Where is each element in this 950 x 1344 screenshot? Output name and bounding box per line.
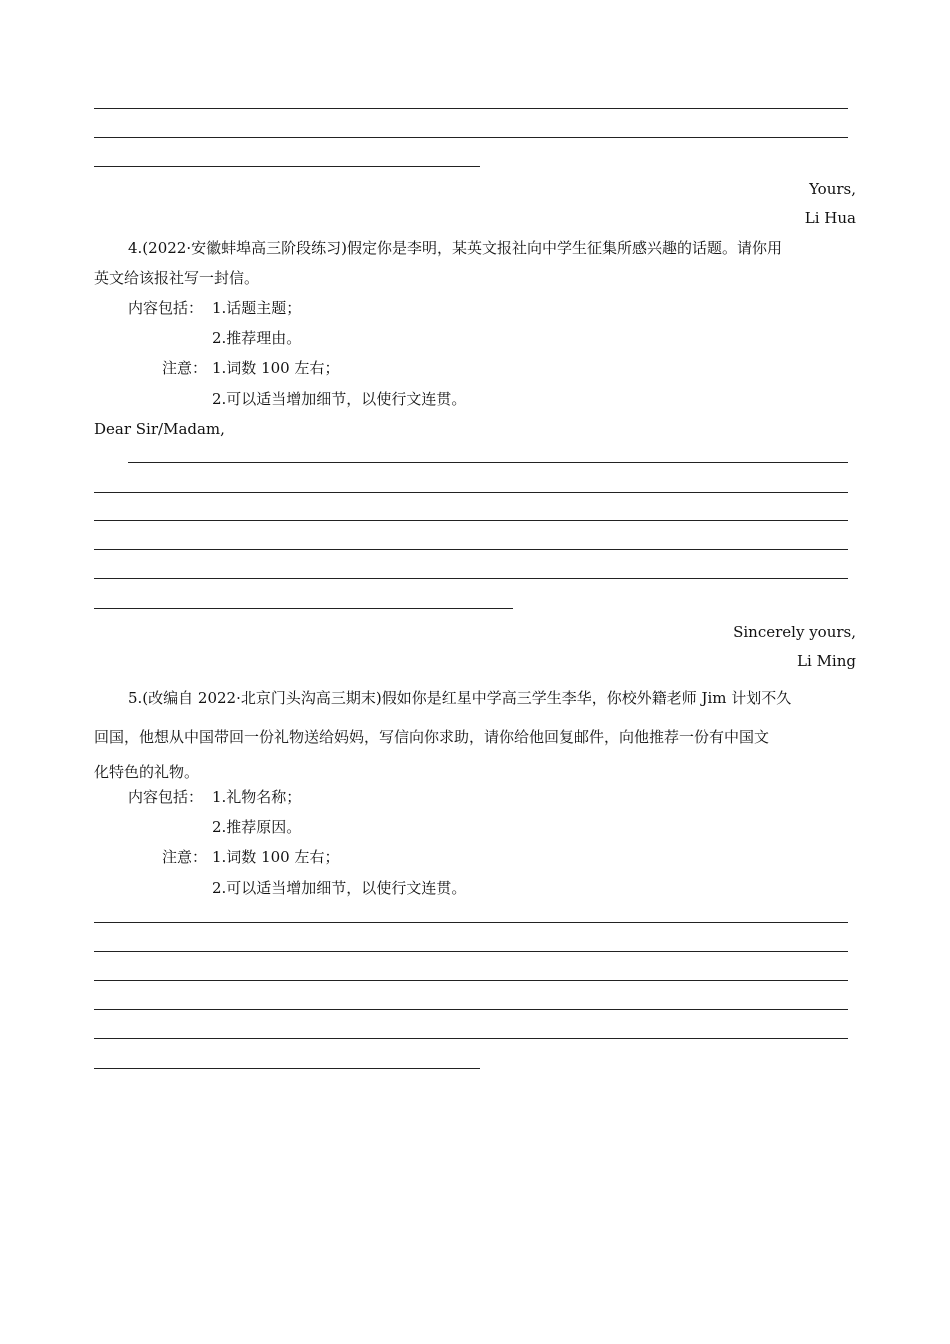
writing-line[interactable] bbox=[94, 1068, 480, 1069]
q4-content-item-2: 2.推荐理由。 bbox=[212, 329, 302, 347]
closing-yours: Yours, bbox=[809, 180, 856, 198]
q5-content-label: 内容包括： bbox=[128, 788, 204, 806]
writing-line[interactable] bbox=[94, 1009, 848, 1010]
writing-line[interactable] bbox=[94, 578, 848, 579]
writing-line[interactable] bbox=[128, 462, 848, 463]
q4-signature-name: Li Ming bbox=[797, 652, 856, 670]
q4-prompt-line1: 4.(2022·安徽蚌埠高三阶段练习)假定你是李明，某英文报社向中学生征集所感兴趣的话题。请你用 bbox=[128, 239, 782, 257]
q4-closing: Sincerely yours, bbox=[733, 623, 856, 641]
q4-content-item-1: 1.话题主题； bbox=[212, 299, 302, 317]
writing-line[interactable] bbox=[94, 166, 480, 167]
q5-note-item-1: 1.词数 100 左右； bbox=[212, 848, 340, 866]
signature-name: Li Hua bbox=[804, 209, 856, 227]
q4-note-item-2: 2.可以适当增加细节，以使行文连贯。 bbox=[212, 390, 467, 408]
writing-line[interactable] bbox=[94, 520, 848, 521]
q5-prompt-line3: 化特色的礼物。 bbox=[94, 763, 200, 781]
q5-note-item-2: 2.可以适当增加细节，以使行文连贯。 bbox=[212, 879, 467, 897]
q5-content-item-2: 2.推荐原因。 bbox=[212, 818, 302, 836]
writing-line[interactable] bbox=[94, 951, 848, 952]
q5-note-label: 注意： bbox=[162, 848, 208, 866]
q4-prompt-line2: 英文给该报社写一封信。 bbox=[94, 269, 260, 287]
writing-line[interactable] bbox=[94, 549, 848, 550]
writing-line[interactable] bbox=[94, 1038, 848, 1039]
writing-line[interactable] bbox=[94, 922, 848, 923]
writing-line[interactable] bbox=[94, 980, 848, 981]
q4-salutation: Dear Sir/Madam, bbox=[94, 420, 225, 438]
q4-note-label: 注意： bbox=[162, 359, 208, 377]
q5-content-item-1: 1.礼物名称； bbox=[212, 788, 302, 806]
q4-note-item-1: 1.词数 100 左右； bbox=[212, 359, 340, 377]
q5-prompt-line2: 回国，他想从中国带回一份礼物送给妈妈，写信向你求助，请你给他回复邮件，向他推荐一份有中国文 bbox=[94, 728, 770, 746]
q4-content-label: 内容包括： bbox=[128, 299, 204, 317]
writing-line[interactable] bbox=[94, 137, 848, 138]
writing-line[interactable] bbox=[94, 108, 848, 109]
writing-line[interactable] bbox=[94, 608, 513, 609]
writing-line[interactable] bbox=[94, 492, 848, 493]
q5-prompt-line1: 5.(改编自 2022·北京门头沟高三期末)假如你是红星中学高三学生李华，你校外籍老师 Jim 计划不久 bbox=[128, 689, 792, 707]
